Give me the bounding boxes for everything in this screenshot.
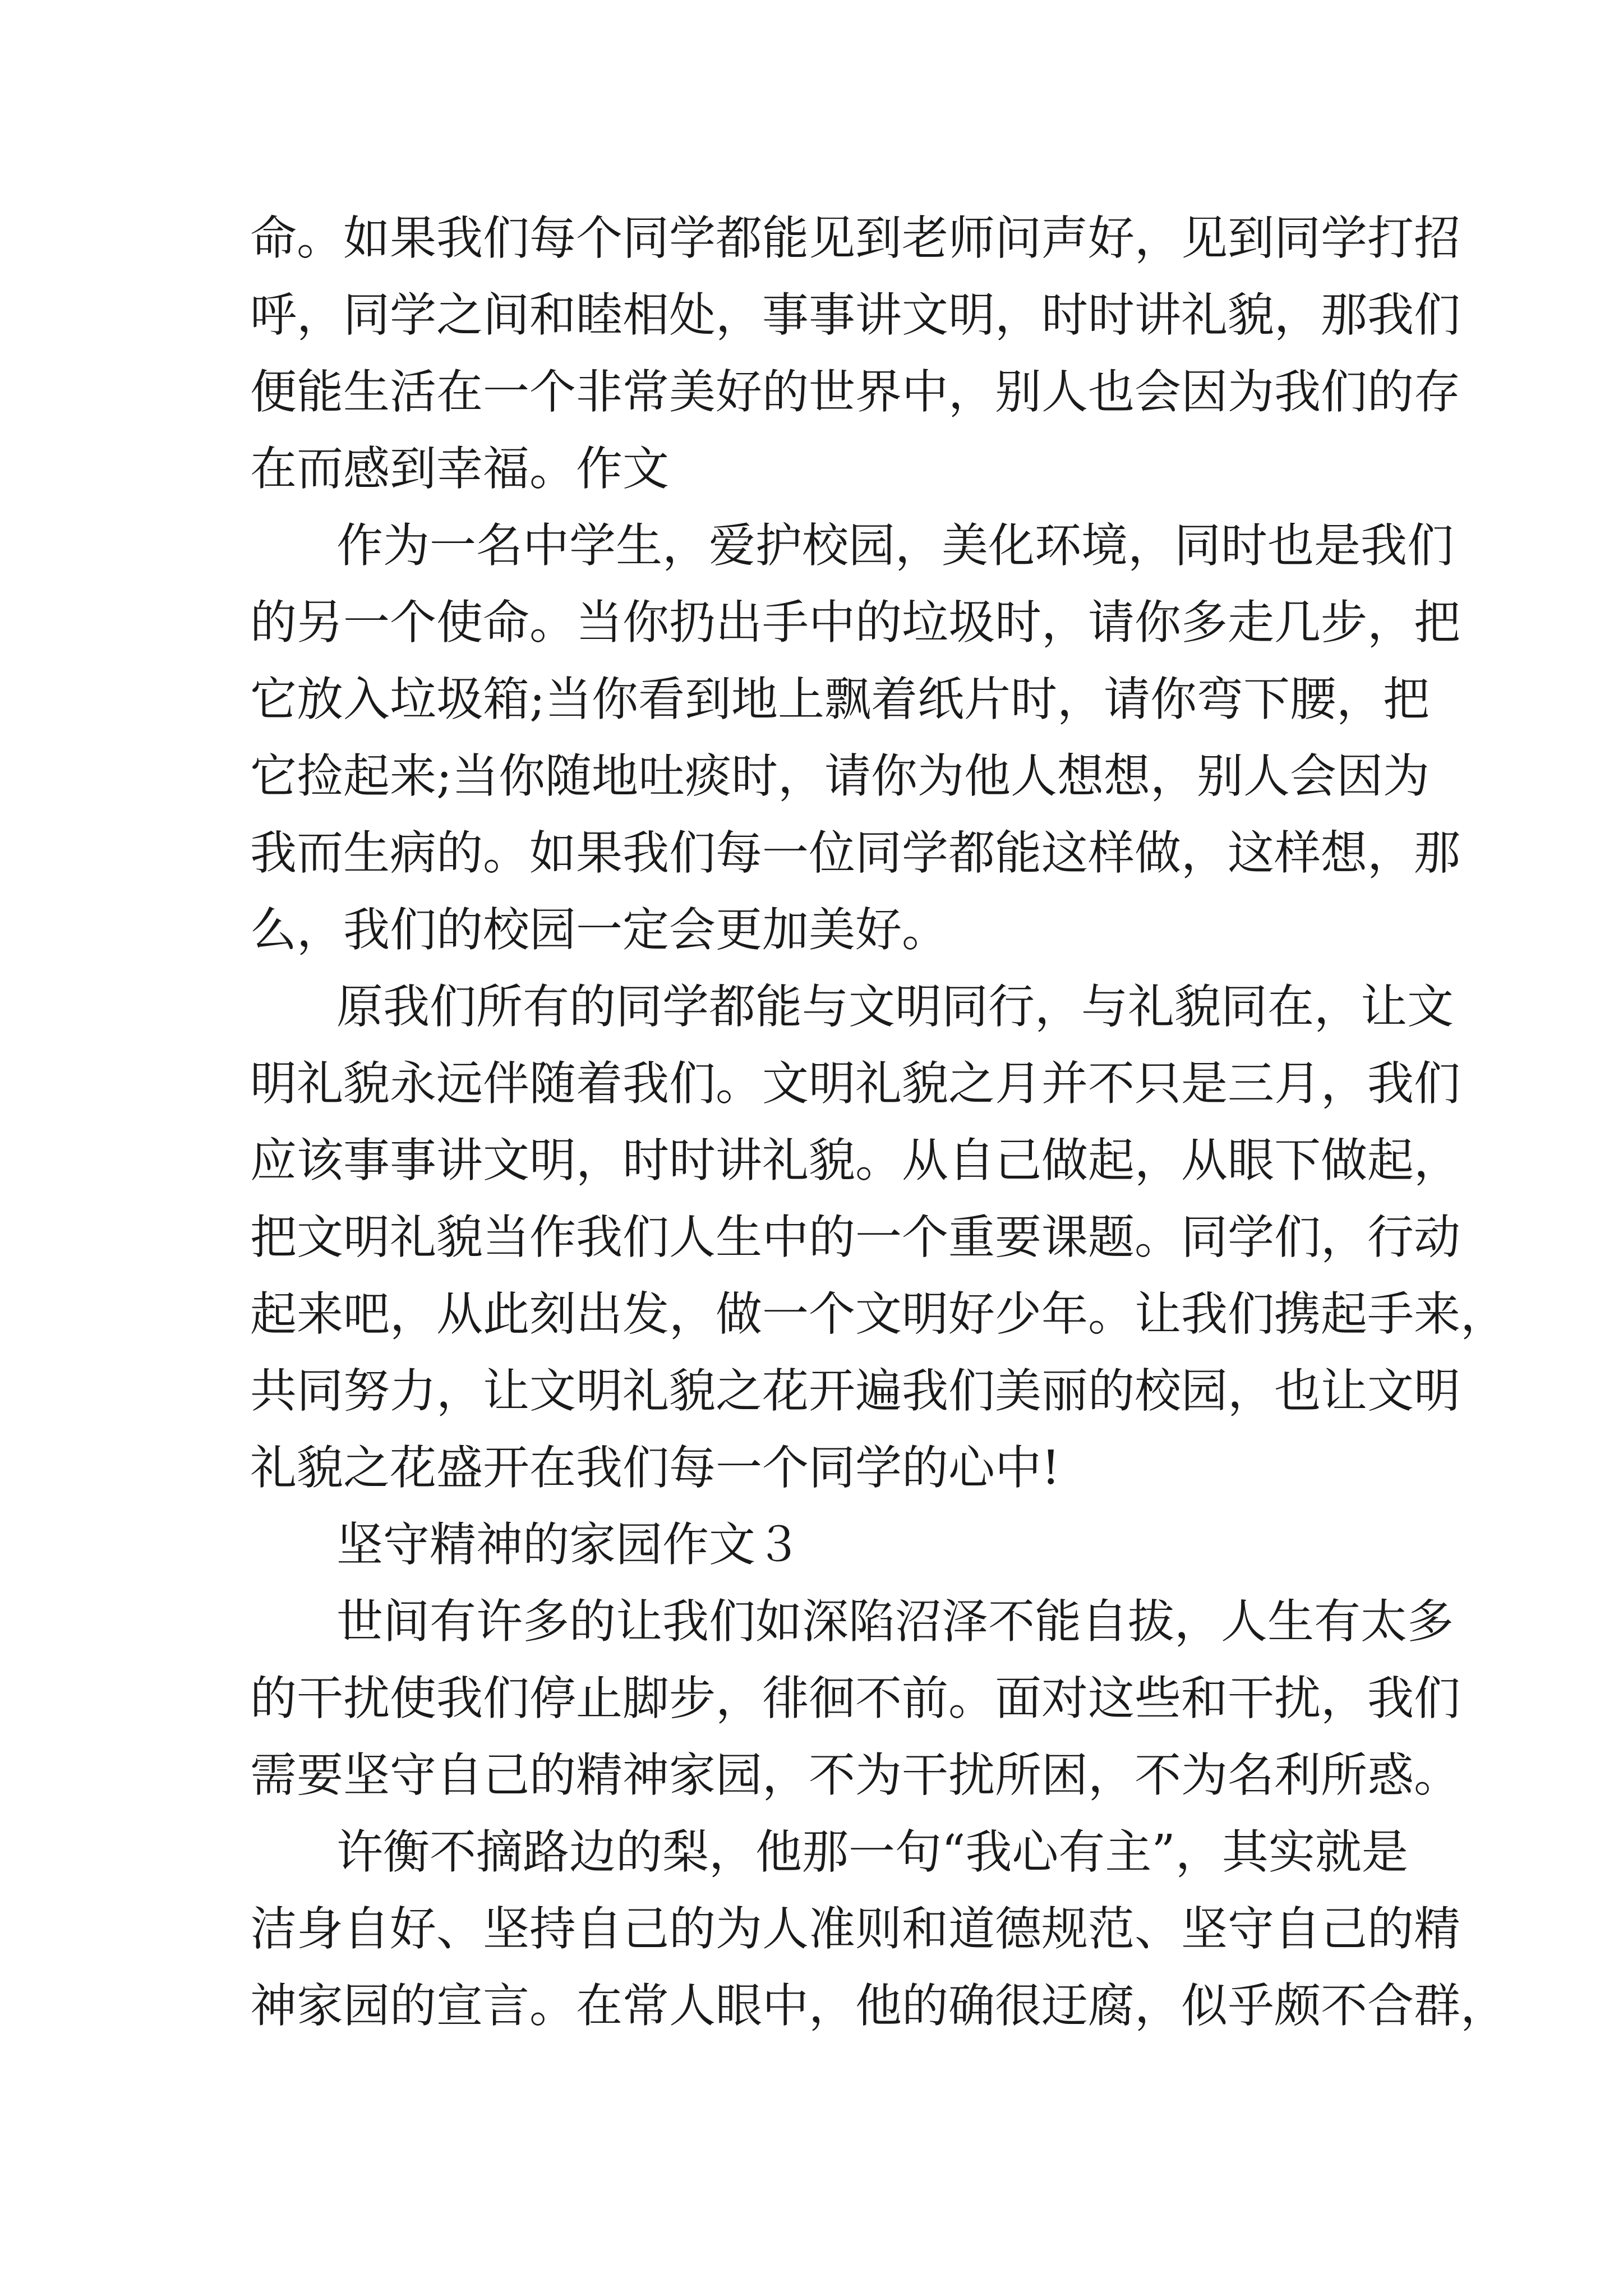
text-line: 明礼貌永远伴随着我们。文明礼貌之月并不只是三月，我们 bbox=[250, 1056, 1460, 1111]
text-line: 的另一个使命。当你扔出手中的垃圾时，请你多走几步，把 bbox=[250, 595, 1460, 650]
text-line: 起来吧，从此刻出发，做一个文明好少年。让我们携起手来， bbox=[250, 1287, 1507, 1341]
paragraph-start-line: 许衡不摘路边的梨，他那一句“我心有主”，其实就是 bbox=[336, 1825, 1408, 1879]
text-line: 洁身自好、坚持自己的为人准则和道德规范、坚守自己的精 bbox=[250, 1902, 1460, 1956]
text-line: 把文明礼貌当作我们人生中的一个重要课题。同学们，行动 bbox=[250, 1210, 1460, 1264]
text-line: 么，我们的校园一定会更加美好。 bbox=[250, 903, 948, 957]
paragraph-start-line: 原我们所有的同学都能与文明同行，与礼貌同在，让文 bbox=[336, 979, 1454, 1034]
text-line: 需要坚守自己的精神家园，不为干扰所困，不为名利所惑。 bbox=[250, 1748, 1460, 1802]
text-line: 的干扰使我们停止脚步，徘徊不前。面对这些和干扰，我们 bbox=[250, 1671, 1460, 1726]
text-line: 应该事事讲文明，时时讲礼貌。从自己做起，从眼下做起， bbox=[250, 1133, 1460, 1188]
text-line: 它放入垃圾箱;当你看到地上飘着纸片时，请你弯下腰，把 bbox=[250, 672, 1430, 726]
text-line: 呼，同学之间和睦相处，事事讲文明，时时讲礼貌，那我们 bbox=[250, 288, 1460, 342]
paragraph-start-line: 作为一名中学生，爱护校园，美化环境，同时也是我们 bbox=[336, 518, 1454, 573]
section-heading: 坚守精神的家园作文３ bbox=[336, 1517, 802, 1572]
text-line: 在而感到幸福。作文 bbox=[250, 441, 669, 496]
text-line: 共同努力，让文明礼貌之花开遍我们美丽的校园，也让文明 bbox=[250, 1364, 1460, 1418]
text-line: 便能生活在一个非常美好的世界中，别人也会因为我们的存 bbox=[250, 365, 1460, 419]
paragraph-start-line: 世间有许多的让我们如深陷沼泽不能自拔，人生有太多 bbox=[336, 1594, 1454, 1649]
text-line: 神家园的宣言。在常人眼中，他的确很迂腐，似乎颇不合群， bbox=[250, 1978, 1507, 2033]
text-line: 命。如果我们每个同学都能见到老师问声好，见到同学打招 bbox=[250, 211, 1460, 265]
text-line: 礼貌之花盛开在我们每一个同学的心中! bbox=[250, 1441, 1061, 1495]
text-line: 我而生病的。如果我们每一位同学都能这样做，这样想，那 bbox=[250, 826, 1460, 880]
text-line: 它捡起来;当你随地吐痰时，请你为他人想想，别人会因为 bbox=[250, 749, 1430, 803]
